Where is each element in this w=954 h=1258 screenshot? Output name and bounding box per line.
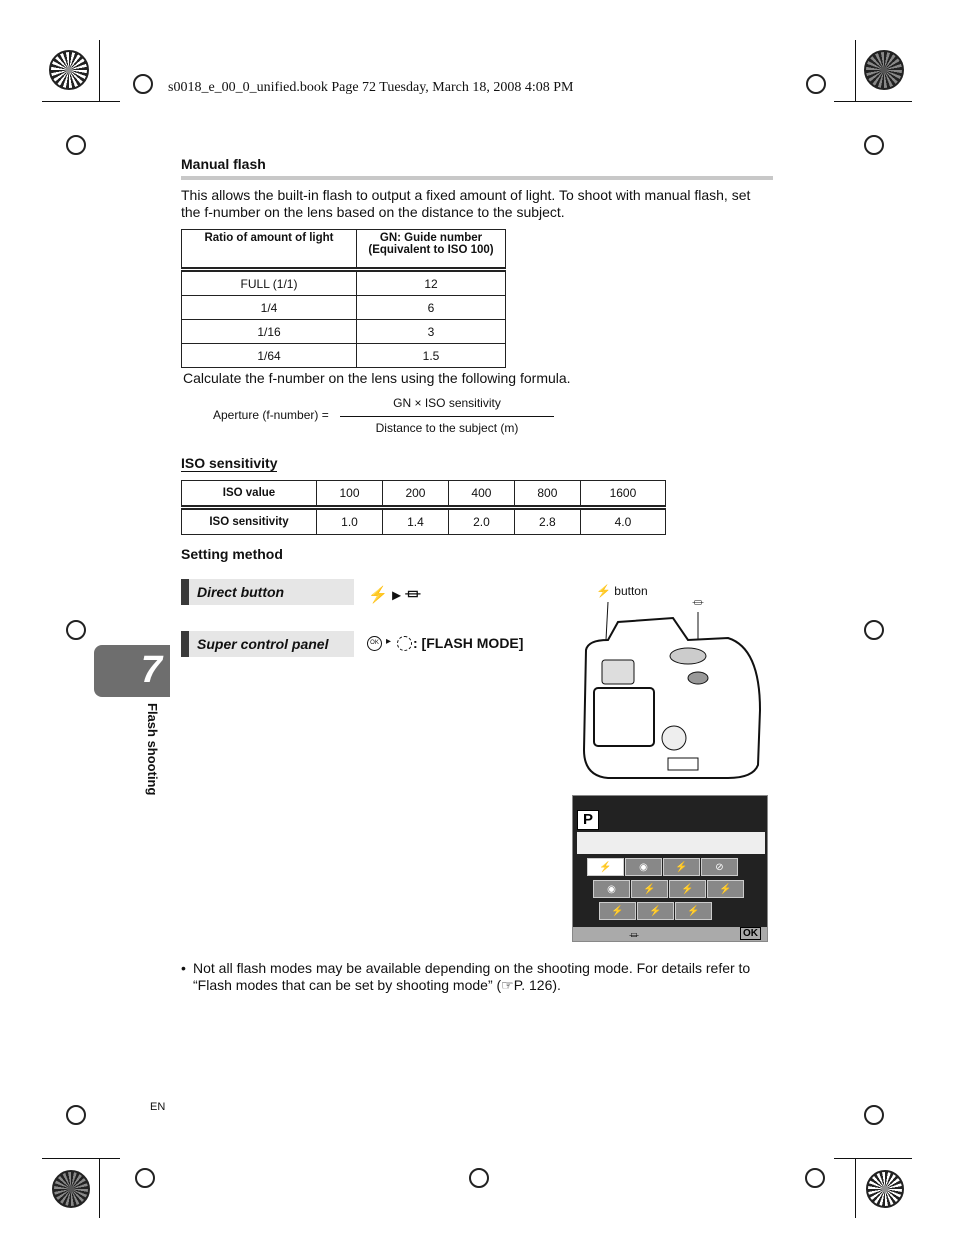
crosshair-mark: [133, 74, 153, 94]
fill-in-key[interactable]: ⚡: [663, 858, 700, 876]
table-cell: 4.0: [580, 508, 665, 535]
table-row: [182, 296, 506, 320]
table-cell: 100: [317, 481, 383, 508]
note-text: Not all flash modes may be available depending on the shooting mode. For details refer to “Flash modes that can be set by shooting mode” (☞P. 126).: [193, 960, 751, 993]
table-cell: 2.0: [448, 508, 514, 535]
table-header: Ratio of amount of light: [182, 230, 357, 270]
table-row: [182, 320, 506, 344]
crosshair-mark: [864, 135, 884, 155]
table-row: [182, 508, 666, 535]
crosshair-mark: [805, 1168, 825, 1188]
guide-number-table: [181, 229, 506, 368]
table-cell: 2.8: [514, 508, 580, 535]
table-cell: 12: [357, 270, 506, 296]
slow2-key[interactable]: ⚡: [669, 880, 706, 898]
red-eye-key[interactable]: ◉: [625, 858, 662, 876]
table-row: [182, 481, 666, 508]
table-header: ISO value: [182, 481, 317, 508]
lcd-title-bar: [577, 832, 765, 854]
formula-lhs: Aperture (f-number) =: [213, 408, 329, 422]
mode-indicator: P: [577, 810, 599, 830]
formula-numerator: GN × ISO sensitivity: [393, 396, 501, 410]
flash-button-callout: [596, 584, 648, 598]
table-header: ISO sensitivity: [182, 508, 317, 535]
iso-table: [181, 480, 666, 535]
table-cell: 800: [514, 481, 580, 508]
flash-mode-lcd: [572, 795, 768, 942]
chapter-label: Flash shooting: [145, 703, 160, 796]
section-rule: [181, 176, 773, 180]
manual-quarter-key[interactable]: ⚡: [599, 902, 636, 920]
manual-64-key[interactable]: ⚡: [675, 902, 712, 920]
table-header: GN: Guide number (Equivalent to ISO 100): [357, 230, 506, 270]
callout-label: button: [614, 584, 648, 598]
table-cell: 200: [382, 481, 448, 508]
crosshair-mark: [66, 1105, 86, 1125]
lcd-footer: [573, 927, 767, 941]
table-cell: 3: [357, 320, 506, 344]
arrow-icon: ▸: [386, 636, 392, 647]
flash-mode-icon: ⏛: [629, 931, 639, 942]
table-cell: 1.5: [357, 344, 506, 368]
crosshair-mark: [864, 1105, 884, 1125]
flash-icon: ⚡: [596, 584, 615, 598]
registration-mark: [52, 1170, 90, 1208]
slow-red-eye-key[interactable]: ◉: [593, 880, 630, 898]
chapter-number: 7: [140, 649, 162, 691]
table-cell: 1.0: [317, 508, 383, 535]
manual-key[interactable]: ⚡: [707, 880, 744, 898]
section-title-setting: Setting method: [181, 546, 283, 562]
ok-button-icon: OK: [367, 636, 382, 651]
table-row: [182, 270, 506, 296]
crosshair-mark: [806, 74, 826, 94]
table-cell: FULL (1/1): [182, 270, 357, 296]
crosshair-mark: [469, 1168, 489, 1188]
arrow-pad-icon: [397, 636, 412, 651]
flash-mode-icon: ⏛: [692, 596, 705, 610]
slow-key[interactable]: ⚡: [631, 880, 668, 898]
ok-label: OK: [740, 927, 761, 940]
crosshair-mark: [864, 620, 884, 640]
formula-denominator: Distance to the subject (m): [375, 421, 519, 435]
direct-button-label: Direct button: [181, 579, 354, 605]
registration-mark: [864, 50, 904, 90]
intro-text: This allows the built-in flash to output a fixed amount of light. To shoot with manual flash, set the f-number on the lens based on the distance to the subject.: [181, 187, 751, 220]
language-label: EN: [150, 1101, 166, 1113]
table-cell: 6: [357, 296, 506, 320]
section-title-iso: ISO sensitivity: [181, 455, 278, 471]
flash-mode-text: : [FLASH MODE]: [413, 635, 524, 651]
crosshair-mark: [66, 135, 86, 155]
table-cell: 1.4: [382, 508, 448, 535]
flash-auto-key[interactable]: ⚡: [587, 858, 624, 876]
table-cell: 1/16: [182, 320, 357, 344]
table-cell: 1/64: [182, 344, 357, 368]
flash-off-key[interactable]: ⊘: [701, 858, 738, 876]
calc-text: Calculate the f-number on the lens using the following formula.: [183, 370, 571, 386]
fraction-bar: [340, 416, 554, 417]
table-cell: 1/4: [182, 296, 357, 320]
manual-16-key[interactable]: ⚡: [637, 902, 674, 920]
chapter-tab: [94, 645, 170, 697]
registration-mark: [866, 1170, 904, 1208]
camera-illustration: [578, 600, 768, 780]
registration-mark: [49, 50, 89, 90]
section-title-manual-flash: Manual flash: [181, 156, 266, 172]
super-control-panel-label: Super control panel: [181, 631, 354, 657]
table-row: [182, 344, 506, 368]
crosshair-mark: [66, 620, 86, 640]
table-cell: 400: [448, 481, 514, 508]
table-cell: 1600: [580, 481, 665, 508]
flash-button-icon: ⚡ ▸ ⏛: [368, 587, 421, 604]
crosshair-mark: [135, 1168, 155, 1188]
bullet: •: [181, 960, 186, 976]
book-header: s0018_e_00_0_unified.book Page 72 Tuesday, March 18, 2008 4:08 PM: [168, 80, 574, 95]
